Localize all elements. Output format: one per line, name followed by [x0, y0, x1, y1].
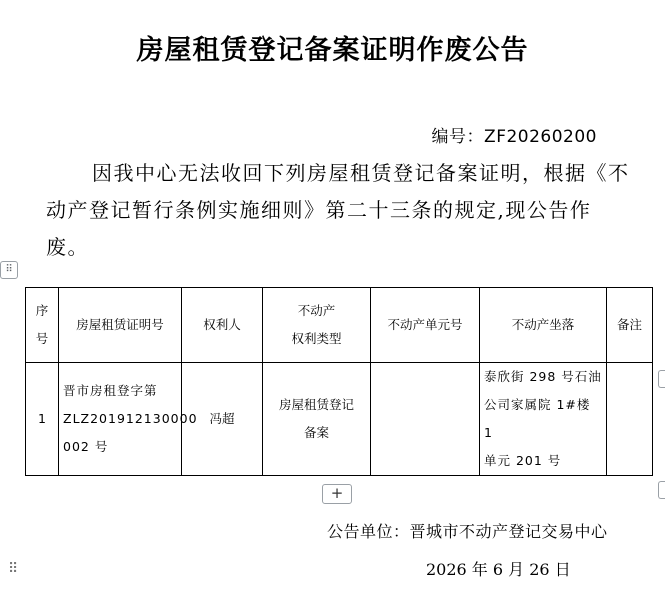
table-header-row: [26, 288, 653, 363]
issuer: 公告单位：晋城市不动产登记交易中心: [327, 522, 608, 541]
notice-paragraph: 因我中心无法收回下列房屋租赁登记备案证明，根据《不动产登记暂行条例实施细则》第二十三条的规定,现公告作废。: [46, 161, 630, 259]
notice-date: 2026 年 6 月 26 日: [426, 560, 571, 579]
table-row: [26, 363, 653, 476]
voided-certificates-table: [25, 287, 653, 476]
add-row-button[interactable]: +: [322, 484, 352, 504]
header-remark: 备注: [607, 288, 653, 363]
cell-location[interactable]: 泰欣街 298 号石油 公司家属院 1#楼 1 单元 201 号: [480, 363, 607, 476]
cell-seq[interactable]: 1: [26, 363, 59, 476]
header-right-type: 不动产 权利类型: [263, 288, 371, 363]
document-title: 房屋租赁登记备案证明作废公告: [136, 35, 529, 66]
cell-unit-no[interactable]: [371, 363, 480, 476]
header-seq: 序 号: [26, 288, 59, 363]
header-cert-no: 房屋租赁证明号: [59, 288, 182, 363]
cell-cert-no[interactable]: 晋市房租登字第 ZLZ201912130000 002 号: [59, 363, 182, 476]
document-number: 编号：ZF20260200: [431, 127, 597, 147]
header-location: 不动产坐落: [480, 288, 607, 363]
header-holder: 权利人: [182, 288, 263, 363]
cell-holder[interactable]: 冯超: [182, 363, 263, 476]
drag-handle-icon[interactable]: ⠿: [8, 561, 18, 577]
cell-right-type[interactable]: 房屋租赁登记 备案: [263, 363, 371, 476]
header-unit-no: 不动产单元号: [371, 288, 480, 363]
row-handle-icon[interactable]: [658, 370, 665, 388]
cell-remark[interactable]: [607, 363, 653, 476]
column-handle-icon[interactable]: [658, 481, 665, 499]
table-move-handle-icon[interactable]: ⠿: [0, 261, 18, 279]
